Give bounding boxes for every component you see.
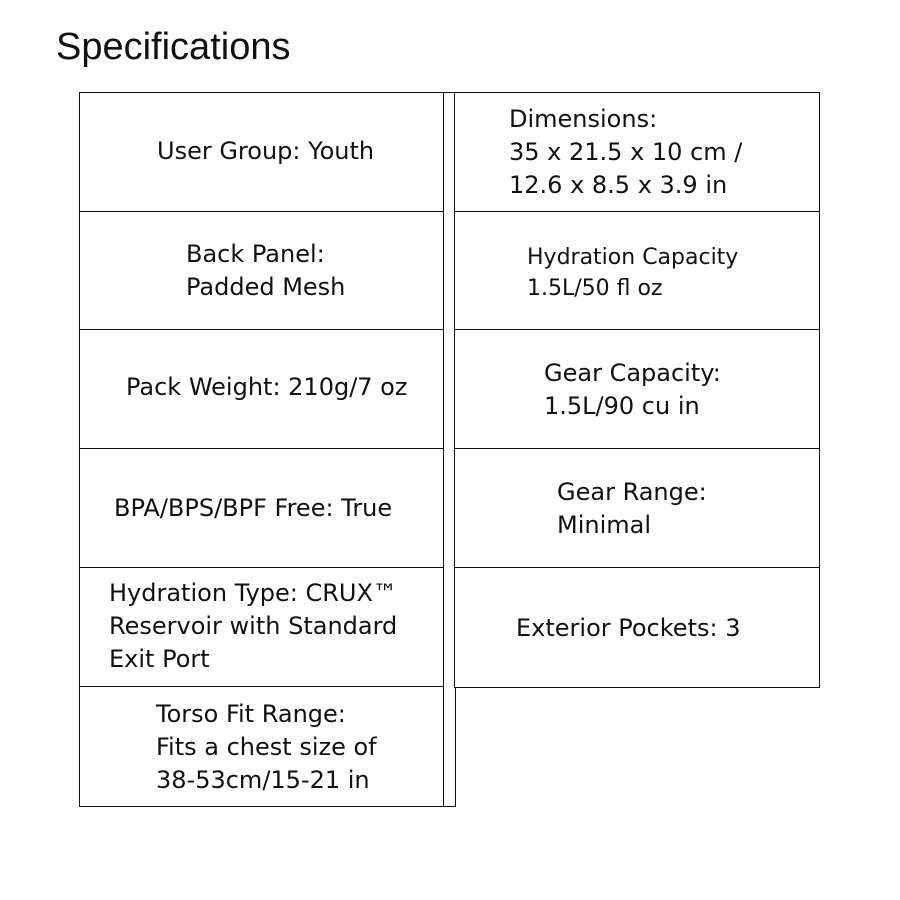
spec-line: Dimensions: <box>509 105 658 133</box>
spec-line: 38-53cm/15-21 in <box>156 766 370 794</box>
spec-text-pack-weight <box>126 371 407 404</box>
spec-text-bpa-free <box>114 492 392 525</box>
spec-line: Back Panel: <box>186 240 325 268</box>
spec-line: Gear Capacity: <box>544 359 721 387</box>
spec-text-gear-range <box>557 476 707 542</box>
page-title: Specifications <box>56 26 291 68</box>
spec-line: BPA/BPS/BPF Free: True <box>114 494 393 522</box>
spec-line: Minimal <box>557 511 652 539</box>
spec-text-torso-fit <box>156 698 377 797</box>
spec-text-back-panel <box>186 238 345 304</box>
spec-line: Gear Range: <box>557 478 707 506</box>
spec-text-exterior-pockets <box>516 612 740 645</box>
spec-line: User Group: Youth <box>157 137 375 165</box>
spec-line: 1.5L/50 fl oz <box>527 276 663 301</box>
spec-line: Torso Fit Range: <box>156 700 346 728</box>
spec-line: Exterior Pockets: 3 <box>516 614 741 642</box>
spec-line: Hydration Capacity <box>527 245 739 270</box>
spec-text-hydration-type <box>109 577 397 676</box>
spec-text-gear-capacity <box>544 357 721 423</box>
spec-line: Hydration Type: CRUX™ <box>109 579 397 607</box>
spec-line: 35 x 21.5 x 10 cm / <box>509 138 743 166</box>
spec-text-hydration-capacity <box>527 242 738 304</box>
spec-line: Reservoir with Standard <box>109 612 398 640</box>
spec-text-user-group <box>157 135 374 168</box>
spec-line: Padded Mesh <box>186 273 346 301</box>
spec-line: Fits a chest size of <box>156 733 377 761</box>
spec-line: Pack Weight: 210g/7 oz <box>126 373 408 401</box>
spec-line: Exit Port <box>109 645 210 673</box>
spec-text-dimensions <box>509 103 742 202</box>
spec-line: 1.5L/90 cu in <box>544 392 700 420</box>
spec-line: 12.6 x 8.5 x 3.9 in <box>509 171 728 199</box>
